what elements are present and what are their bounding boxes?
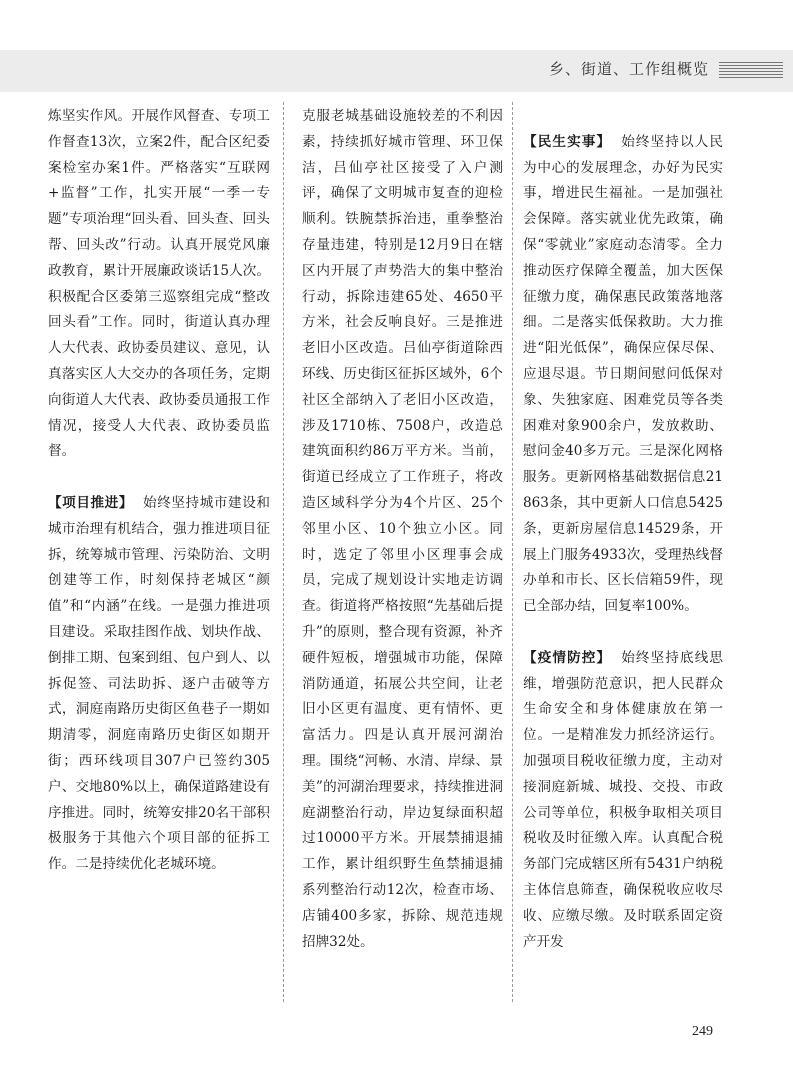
section-heading: 【项目推进】 [48,494,134,511]
column-divider [283,102,284,1002]
paragraph-project-promotion [48,491,270,878]
paragraph: 克服老城基础设施较差的不利因素，持续抓好城市管理、环卫保洁，吕仙亭社区接受了入户测评，确保了文明城市复查的迎检顺利。铁腕禁拆治违，重拳整治存量违建，特别是12月9日在辖区内开展了声势浩大的集中整治行动，拆除违建65处、4650平方米，社会反响良好。三是推进老旧小区改造。吕仙亭街道除西环线、历史街区征拆区域外，6个社区全部纳入了老旧小区改造，涉及1710栋、7508户，改造总建筑面积约86万平方米。当前，街道已经成立了工作班子，将改造区域科学分为4个片区、25个邻里小区、10个独立小区。同时，选定了邻里小区理事会成员，完成了规划设计实地走访调查。街道将严格按照“先基础后提升”的原则，整合现有资源，补齐硬件短板，增强城市功能，保障消防通道，拓展公共空间，让老旧小区更有温度、更有情怀、更富活力。四是认真开展河湖治理。围绕“河畅、水清、岸绿、景美”的河湖治理要求，持续推进洞庭湖整治行动，岸边复绿面积超过10000平方米。开展禁捕退捕工作，累计组织野生鱼禁捕退捕系列整治行动12次，检查市场、店铺400多家，拆除、规范违规招牌32处。 [302,108,503,950]
paragraph-livelihood [523,130,723,620]
page-number: 249 [692,1024,713,1039]
text-column-3 [523,104,723,955]
paragraph: 炼坚实作风。开展作风督查、专项工作督查13次，立案2件，配合区纪委案检室办案1件。严格落实“互联网+监督”工作，扎实开展“一季一专题”专项治理“回头看、回头查、回头帮、回头改”行动。认真开展党风廉政教育，累计开展廉政谈话15人次。积极配合区委第三巡察组完成“整改回头看”工作。同时，街道认真办理人大代表、政协委员建议、意见，认真落实区人大交办的各项任务，定期向街道人大代表、政协委员通报工作情况，接受人大代表、政协委员监督。 [48,108,270,460]
paragraph-text: 始终坚持城市建设和城市治理有机结合，强力推进项目征拆，统筹城市管理、污染防治、文明创建等工作，时刻保持老城区“颜值”和“内涵”在线。一是强力推进项目建设。采取挂图作战、划块作战、倒排工期、包案到组、包户到人、以拆促签、司法助拆、逐户击破等方式，洞庭南路历史街区鱼巷子一期如期清零，洞庭南路历史街区如期开街；西环线项目307户已签约305户、交地80%以上，确保道路建设有序推进。同时，统筹安排20名干部积极服务于其他六个项目部的征拆工作。二是持续优化老城环境。 [48,494,270,873]
header-decoration-lines [719,62,783,80]
text-column-1 [48,104,270,878]
paragraph-text: 始终坚持底线思维，增强防范意识，把人民群众生命安全和身体健康放在第一位。一是精准发力抓经济运行。加强项目税收征缴力度，主动对接洞庭新城、城投、交投、市政公司等单位，积极争取相关项目税收及时征缴入库。认真配合税务部门完成辖区所有5431户纳税主体信息筛查，确保税收应收尽收、应缴尽缴。及时联系固定资产开发 [523,649,723,950]
paragraph-text: 始终坚持以人民为中心的发展理念，办好为民实事，增进民生福祉。一是加强社会保障。落实就业优先政策，确保“零就业”家庭动态清零。全力推动医疗保障全覆盖，加大医保征缴力度，确保惠民政策落地落细。二是落实低保救助。大力推进“阳光低保”，确保应保尽保、应退尽退。节日期间慰问低保对象、失独家庭、困难党员等各类困难对象900余户，发放救助、慰问金40多万元。三是深化网格服务。更新网格基础数据信息21863条，其中更新人口信息5425条，更新房屋信息14529条，开展上门服务4933次，受理热线督办单和市长、区长信箱59件，现已全部办结，回复率100%。 [523,133,723,615]
text-column-2 [302,104,503,955]
column-divider [512,102,513,1002]
running-header-title: 乡、街道、工作组概览 [548,60,709,78]
section-heading: 【疫情防控】 [523,649,612,666]
paragraph-epidemic-control [523,646,723,956]
section-heading: 【民生实事】 [523,133,612,150]
